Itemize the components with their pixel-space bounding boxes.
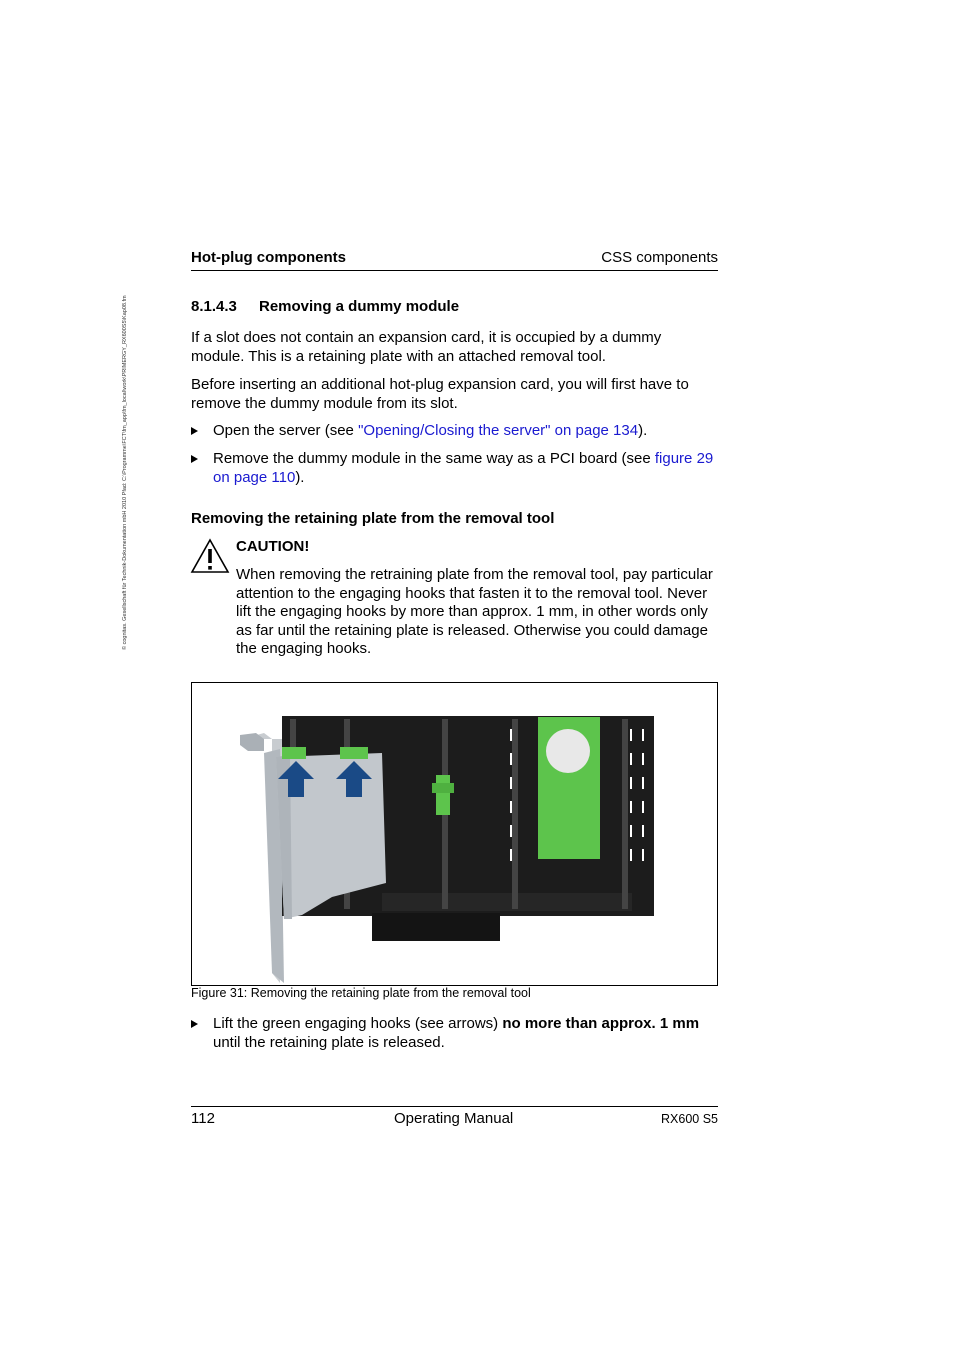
header-section: CSS components [601,249,718,266]
section-title: Removing a dummy module [259,298,460,315]
page-header [191,248,718,271]
link-opening-closing[interactable]: "Opening/Closing the server" on page 134 [358,422,639,439]
step-lift-hooks: Lift the green engaging hooks (see arrows) no more than approx. 1 mm until the retaining plate is released. [213,1015,718,1052]
section-heading [191,298,459,315]
side-note: © cognitas. Gesellschaft für Technik-Dokumentation mbH 2010 Pfad: C:\Programme\FCT\fm_app\fm_local\work\PRIMERGY_RX600S5\Kap08.fm [122,295,128,650]
page-number: 112 [191,1110,215,1127]
page-footer [191,1106,718,1131]
step-open-server: Open the server (see "Opening/Closing the server" on page 134). [213,422,718,441]
bullet-arrow-icon [191,455,198,463]
paragraph-intro: If a slot does not contain an expansion card, it is occupied by a dummy module. This is a retaining plate with an attached removal tool. [191,329,662,365]
header-chapter: Hot-plug components [191,249,346,266]
manual-title: Operating Manual [394,1110,514,1127]
step-remove-dummy: Remove the dummy module in the same way as a PCI board (see figure 29 on page 110). [213,450,718,487]
subheading: Removing the retaining plate from the removal tool [191,510,555,527]
product-name: RX600 S5 [661,1112,718,1126]
paragraph-before: Before inserting an additional hot-plug expansion card, you will first have to remove the dummy module from its slot. [191,376,689,412]
figure-caption: Figure 31: Removing the retaining plate from the removal tool [191,986,531,1000]
section-number: 8.1.4.3 [191,298,237,315]
figure-box [191,682,718,986]
link-figure-29[interactable]: figure 29 on page 110 [213,450,714,486]
warning-icon [190,538,230,574]
caution-text: When removing the retraining plate from the removal tool, pay particular attention to the engaging hooks that fasten it to the removal tool. Never lift the engaging hooks by more than approx. 1 mm, in other words only as far until the retaining plate is released. Otherwise you could damage the engaging hooks. [236,566,713,657]
caution-title: CAUTION! [236,538,310,555]
bullet-arrow-icon [191,1020,198,1028]
dummy-module-photo [192,683,717,985]
bullet-arrow-icon [191,427,198,435]
